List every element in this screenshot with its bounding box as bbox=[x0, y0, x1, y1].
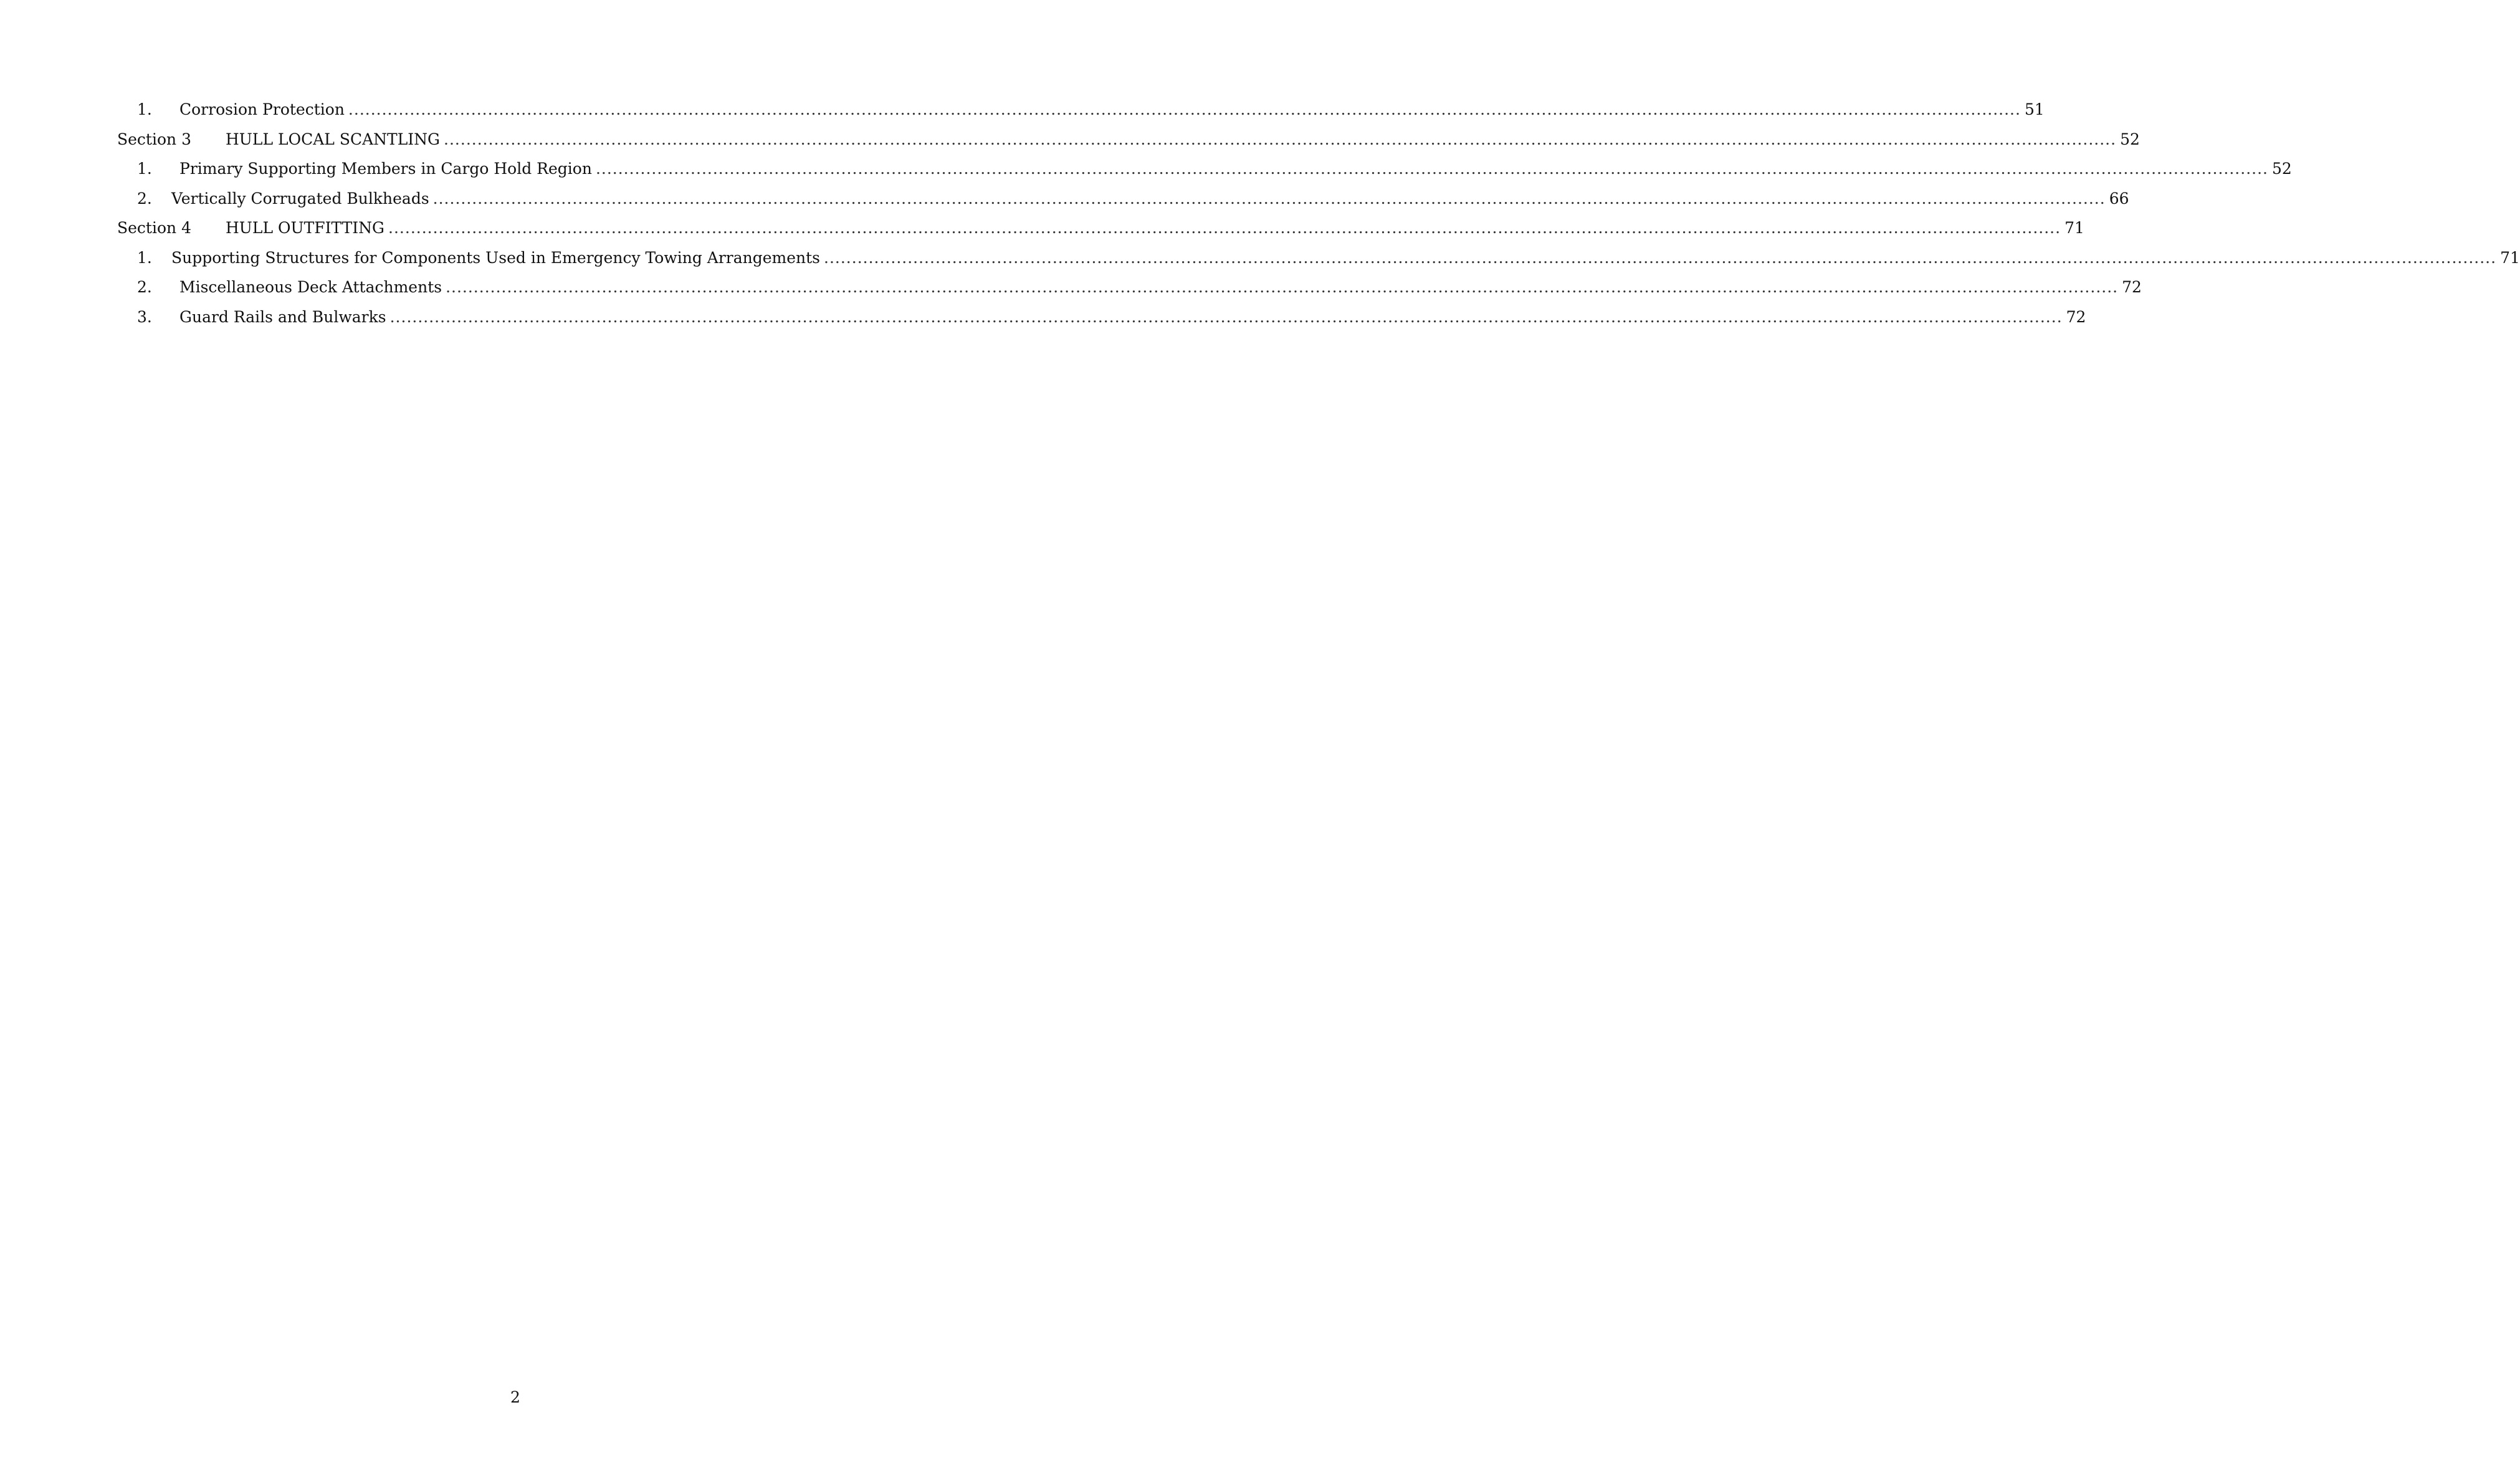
dot-leader: ............................................................................................................................................................................................................................................................................................................ bbox=[824, 248, 2497, 267]
toc-entry-corrosion-protection[interactable] bbox=[117, 95, 2045, 125]
toc-entry-guard-rails-and-bulwarks[interactable] bbox=[117, 302, 2086, 332]
toc-entry-body bbox=[179, 95, 2045, 125]
toc-entry-number: 1. bbox=[137, 100, 152, 118]
toc-entry-title: Miscellaneous Deck Attachments bbox=[179, 278, 442, 296]
dot-leader: ............................................................................................................................................................................................................................................................................................................ bbox=[595, 160, 2268, 178]
toc-entry-number: 2. bbox=[137, 189, 152, 208]
toc-entry-page: 52 bbox=[2272, 160, 2292, 178]
toc-entry-title: Supporting Structures for Components Used in Emergency Towing Arrangements bbox=[171, 248, 821, 267]
toc-entry-title: Corrosion Protection bbox=[179, 100, 345, 118]
dot-leader: ............................................................................................................................................................................................................................................................................................................ bbox=[389, 307, 2063, 326]
toc-section-title: HULL LOCAL SCANTLING bbox=[226, 130, 441, 148]
toc-section-label: Section 4 bbox=[117, 219, 191, 237]
toc-section-title: HULL OUTFITTING bbox=[226, 219, 385, 237]
page-number: 2 bbox=[510, 1388, 520, 1406]
dot-leader: ............................................................................................................................................................................................................................................................................................................ bbox=[446, 278, 2119, 296]
toc-entry-page: 71 bbox=[2064, 219, 2084, 237]
toc-entry-number: 1. bbox=[137, 160, 152, 178]
toc-entry-vertically-corrugated-bulkheads[interactable] bbox=[117, 184, 2129, 214]
toc-entry-number: 1. bbox=[137, 248, 152, 267]
toc-entry-body bbox=[226, 213, 2084, 243]
toc-entry-body bbox=[179, 272, 2142, 302]
dot-leader: ............................................................................................................................................................................................................................................................................................................ bbox=[388, 219, 2061, 237]
toc-entry-page: 66 bbox=[2109, 189, 2129, 208]
toc-entry-page: 51 bbox=[2024, 100, 2045, 118]
dot-leader: ............................................................................................................................................................................................................................................................................................................ bbox=[444, 130, 2117, 148]
dot-leader: ............................................................................................................................................................................................................................................................................................................ bbox=[432, 189, 2106, 208]
toc-entry-number: 3. bbox=[137, 307, 152, 326]
toc-entry-number: 2. bbox=[137, 278, 152, 296]
toc-entry-page: 52 bbox=[2120, 130, 2140, 148]
toc-entry-page: 72 bbox=[2066, 307, 2086, 326]
toc-entry-body bbox=[226, 125, 2140, 155]
toc-section-label: Section 3 bbox=[117, 130, 191, 148]
toc-section-4[interactable] bbox=[117, 213, 2084, 243]
toc-entry-body bbox=[179, 302, 2086, 332]
toc-entry-primary-supporting-members[interactable] bbox=[117, 154, 2292, 184]
toc-entry-title: Primary Supporting Members in Cargo Hold Region bbox=[179, 160, 592, 178]
toc-entry-title: Guard Rails and Bulwarks bbox=[179, 307, 386, 326]
toc-entry-title: Vertically Corrugated Bulkheads bbox=[171, 189, 429, 208]
toc-entry-miscellaneous-deck-attachments[interactable] bbox=[117, 272, 2142, 302]
toc-entry-body bbox=[171, 243, 2520, 273]
dot-leader: ............................................................................................................................................................................................................................................................................................................ bbox=[348, 100, 2021, 118]
table-of-contents bbox=[117, 95, 2520, 332]
toc-entry-supporting-structures[interactable] bbox=[117, 243, 2520, 273]
toc-entry-page: 71 bbox=[2500, 248, 2520, 267]
toc-section-3[interactable] bbox=[117, 125, 2140, 155]
toc-entry-body bbox=[171, 184, 2129, 214]
toc-entry-body bbox=[179, 154, 2292, 184]
toc-entry-page: 72 bbox=[2122, 278, 2142, 296]
